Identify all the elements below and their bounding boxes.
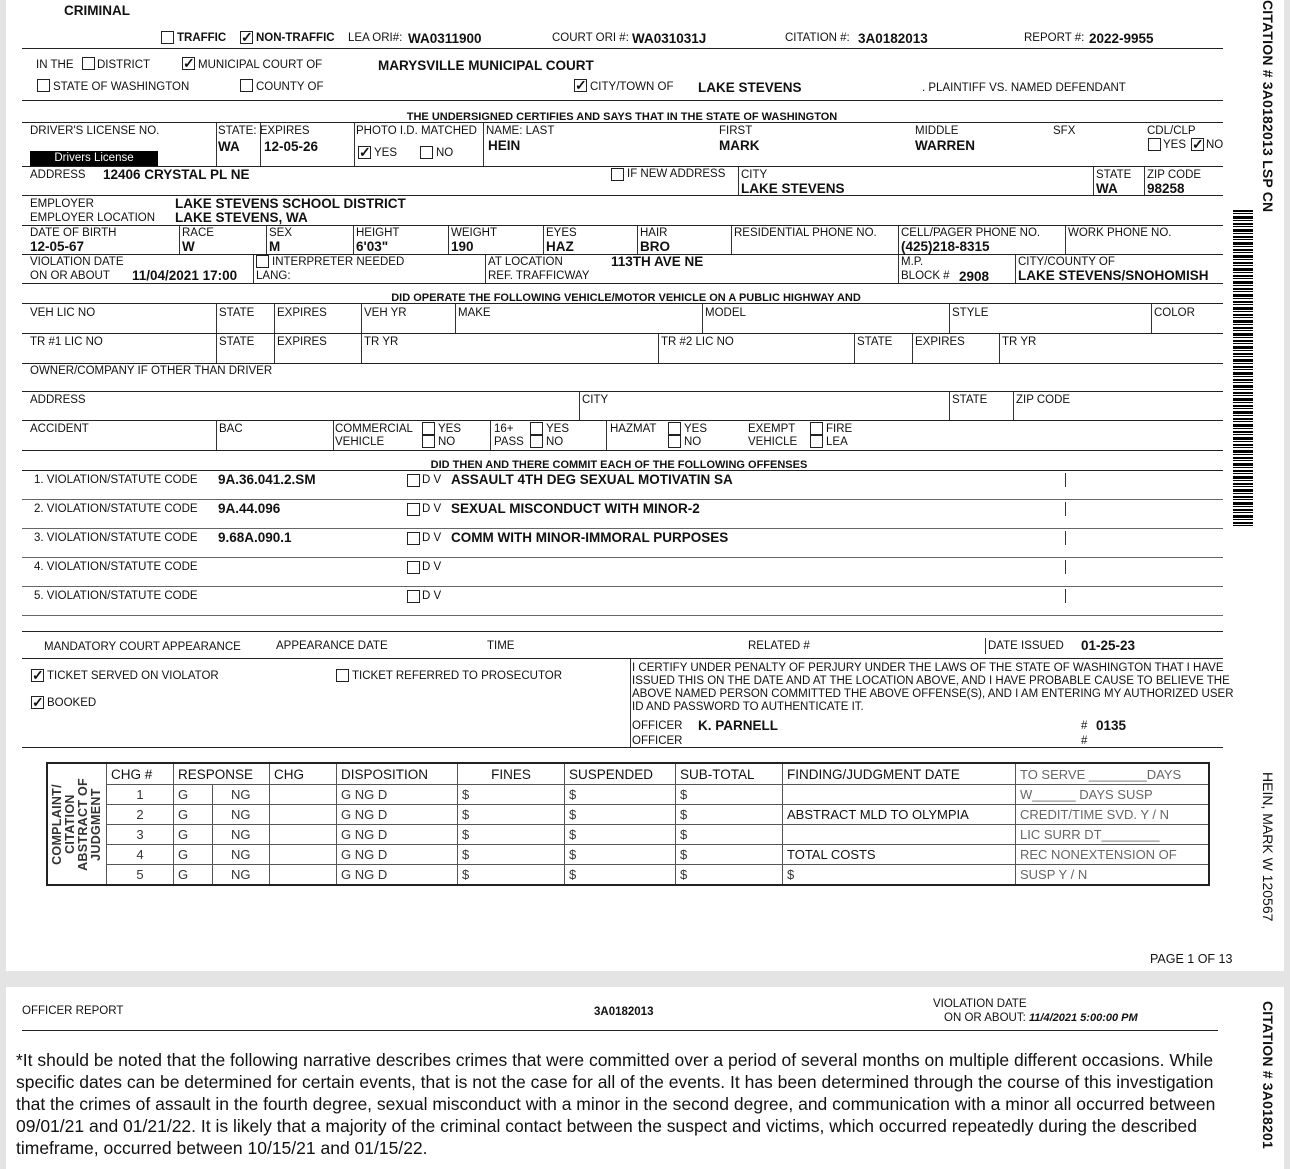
state-of-wa-label: STATE OF WASHINGTON xyxy=(53,81,190,93)
ticket-referred-label: TICKET REFERRED TO PROSECUTOR xyxy=(352,670,563,682)
last-name: HEIN xyxy=(488,138,521,153)
sfx-label: SFX xyxy=(1053,125,1076,137)
non-traffic-checkbox[interactable]: ✓ xyxy=(241,29,253,45)
dob-value: 12-05-67 xyxy=(30,239,85,254)
total-dollar: $ xyxy=(783,865,1016,886)
offenses-heading: DID THEN AND THERE COMMIT EACH OF THE FOLLOWING OFFENSES xyxy=(430,459,808,471)
cdl-yes-checkbox[interactable] xyxy=(1148,138,1161,151)
county-checkbox[interactable] xyxy=(240,79,253,92)
weight-value: 190 xyxy=(451,239,474,254)
col-response: RESPONSE xyxy=(174,763,270,785)
state-of-wa-checkbox[interactable] xyxy=(37,79,50,92)
certify-line-1: I CERTIFY UNDER PENALTY OF PERJURY UNDER THE LAWS OF THE STATE OF WASHINGTON THAT I HAVE xyxy=(632,662,1224,674)
offense-row-1 xyxy=(6,471,1223,500)
traffic-label: TRAFFIC xyxy=(177,32,227,44)
offense-description: SEXUAL MISCONDUCT WITH MINOR-2 xyxy=(451,501,700,516)
municipal-checkbox[interactable]: ✓ xyxy=(183,55,195,71)
state-label: STATE xyxy=(1096,169,1132,181)
report-violation-date-label: VIOLATION DATE xyxy=(933,998,1027,1010)
ref-trafficway-label: REF. TRAFFICWAY xyxy=(488,270,590,282)
last-name-label: NAME: LAST xyxy=(486,125,555,137)
charge-row-1: 1 G NG G NG D $ $ $ W______ DAYS SUSP xyxy=(47,785,1209,805)
cdl-label: CDL/CLP xyxy=(1147,125,1196,137)
charge-row-3: 3 G NG G NG D $ $ $ LIC SURR DT________ xyxy=(47,825,1209,845)
sex-value: M xyxy=(269,239,281,254)
badge-hash-label: # xyxy=(1081,720,1088,732)
cdl-no-checkbox[interactable]: ✓ xyxy=(1192,136,1204,152)
side-citation-number: CITATION # 3A0182013 LSP CN xyxy=(1260,0,1276,213)
block-label: BLOCK # xyxy=(901,270,950,282)
pass-label-2: PASS xyxy=(494,436,524,448)
veh-expires-label: EXPIRES xyxy=(277,307,327,319)
hazmat-no-checkbox[interactable] xyxy=(668,435,681,448)
height-value: 6'03" xyxy=(356,239,389,254)
col-chg: CHG xyxy=(270,763,337,785)
date-issued-value: 01-25-23 xyxy=(1081,638,1136,653)
abstract-side-label xyxy=(47,763,107,885)
barcode xyxy=(1233,210,1253,528)
lea-checkbox[interactable] xyxy=(810,435,823,448)
dv-checkbox[interactable] xyxy=(407,503,420,516)
offense-row-5 xyxy=(6,587,1223,616)
fire-checkbox[interactable] xyxy=(810,422,823,435)
side-defendant-name: HEIN, MARK W 120567 xyxy=(1260,772,1276,922)
location-label: AT LOCATION xyxy=(488,256,563,268)
dv-checkbox[interactable] xyxy=(407,532,420,545)
middle-name-label: MIDDLE xyxy=(915,125,959,137)
citation-page xyxy=(6,0,1284,971)
tr2-yr-label: TR YR xyxy=(1002,336,1037,348)
style-label: STYLE xyxy=(952,307,989,319)
commercial-label: COMMERCIAL xyxy=(335,423,413,435)
charge-row-4: 4 G NG G NG D $ $ $ TOTAL COSTS REC NONEXTENSION OF xyxy=(47,845,1209,865)
offense-row-3 xyxy=(6,529,1223,558)
tr2-state-label: STATE xyxy=(857,336,893,348)
officer-label-2: OFFICER xyxy=(632,735,683,747)
abstract-mld: ABSTRACT MLD TO OLYMPIA xyxy=(783,805,1016,825)
dv-checkbox[interactable] xyxy=(407,590,420,603)
city-label: CITY xyxy=(741,169,768,181)
tr1-state-label: STATE xyxy=(219,336,255,348)
new-address-checkbox[interactable] xyxy=(611,168,624,181)
city-town-label: CITY/TOWN OF xyxy=(590,81,674,93)
employer-label: EMPLOYER xyxy=(30,198,94,210)
city-value: LAKE STEVENS xyxy=(741,181,845,196)
commercial-yes-label: YES xyxy=(438,423,462,435)
hazmat-yes-checkbox[interactable] xyxy=(668,422,681,435)
traffic-checkbox[interactable] xyxy=(161,31,174,44)
zip-value: 98258 xyxy=(1147,181,1185,196)
side-judgment: JUDGMENT xyxy=(89,787,103,861)
city-town-value: LAKE STEVENS xyxy=(698,80,802,95)
vehicle-heading: DID OPERATE THE FOLLOWING VEHICLE/MOTOR VEHICLE ON A PUBLIC HIGHWAY AND xyxy=(391,292,861,304)
owner-address-label: ADDRESS xyxy=(30,394,86,406)
offense-row-2 xyxy=(6,500,1223,529)
dv-label: D V xyxy=(422,532,442,544)
report-on-or-about-label: ON OR ABOUT: xyxy=(944,1012,1026,1024)
dv-checkbox[interactable] xyxy=(407,561,420,574)
report-violation-date-value: 11/4/2021 5:00:00 PM xyxy=(1029,1012,1138,1024)
pass-no-checkbox[interactable] xyxy=(530,435,543,448)
hazmat-no-label: NO xyxy=(684,436,702,448)
tr1-expires-label: EXPIRES xyxy=(277,336,327,348)
pass-no-label: NO xyxy=(546,436,564,448)
officer-report-label: OFFICER REPORT xyxy=(22,1005,124,1017)
eyes-label: EYES xyxy=(546,227,577,239)
time-label: TIME xyxy=(487,640,515,652)
side-complaint: COMPLAINT/ xyxy=(50,783,64,865)
dob-label: DATE OF BIRTH xyxy=(30,227,117,239)
commercial-yes-checkbox[interactable] xyxy=(422,422,435,435)
col-fines: FINES xyxy=(458,763,565,785)
officer-label: OFFICER xyxy=(632,720,683,732)
employer-location-value: LAKE STEVENS, WA xyxy=(175,210,308,225)
plaintiff-label: . PLAINTIFF VS. NAMED DEFENDANT xyxy=(922,82,1126,94)
charge-row-2: 2 G NG G NG D $ $ $ ABSTRACT MLD TO OLYMPIA CREDIT/TIME SVD. Y / N xyxy=(47,805,1209,825)
court-ori-value: WA031031J xyxy=(632,31,707,46)
veh-lic-label: VEH LIC NO xyxy=(30,307,96,319)
statute-code: 9A.44.096 xyxy=(218,501,281,516)
certify-heading: THE UNDERSIGNED CERTIFIES AND SAYS THAT IN THE STATE OF WASHINGTON xyxy=(406,111,838,123)
statute-code: 9.68A.090.1 xyxy=(218,530,292,545)
col-chg-num: CHG # xyxy=(107,763,174,785)
booked-label: BOOKED xyxy=(47,697,97,709)
charge-row-5: 5 G NG G NG D $ $ $ $ SUSP Y / N xyxy=(47,865,1209,886)
non-traffic-label: NON-TRAFFIC xyxy=(256,32,335,44)
municipal-label: MUNICIPAL COURT OF xyxy=(198,59,323,71)
citation-value: 3A0182013 xyxy=(858,31,928,46)
dv-label: D V xyxy=(422,474,442,486)
first-name: MARK xyxy=(719,138,760,153)
location-value: 113TH AVE NE xyxy=(611,254,704,269)
offense-description: ASSAULT 4TH DEG SEXUAL MOTIVATIN SA xyxy=(451,472,733,487)
cdl-yes-label: YES xyxy=(1163,139,1187,151)
badge-number: 0135 xyxy=(1096,718,1127,733)
dv-checkbox[interactable] xyxy=(407,474,420,487)
report-citation-number: 3A0182013 xyxy=(594,1006,654,1018)
owner-city-label: CITY xyxy=(582,394,609,406)
certify-line-3: ABOVE NAMED PERSON COMMITTED THE ABOVE OFFENSE(S), AND I AM ENTERING MY AUTHORIZED USER xyxy=(632,688,1234,700)
exempt-vehicle-label: VEHICLE xyxy=(748,436,798,448)
mandatory-appearance-label: MANDATORY COURT APPEARANCE xyxy=(44,641,241,653)
photo-yes-checkbox[interactable]: ✓ xyxy=(359,144,371,160)
owner-label: OWNER/COMPANY IF OTHER THAN DRIVER xyxy=(30,365,273,377)
hazmat-label: HAZMAT xyxy=(610,423,657,435)
lea-ori-value: WA0311900 xyxy=(408,31,482,46)
tr2-label: TR #2 LIC NO xyxy=(661,336,734,348)
dl-label: DRIVER'S LICENSE NO. xyxy=(30,125,160,137)
susp-yn: SUSP Y / N xyxy=(1016,865,1210,886)
violation-date-value: 11/04/2021 17:00 xyxy=(132,268,238,283)
hazmat-yes-label: YES xyxy=(684,423,708,435)
side-citation: CITATION xyxy=(63,794,77,854)
fire-label: FIRE xyxy=(826,423,853,435)
address-value: 12406 CRYSTAL PL NE xyxy=(103,167,250,182)
cell-value: (425)218-8315 xyxy=(901,239,990,254)
form-title: CRIMINAL xyxy=(64,3,130,18)
block-value: 2908 xyxy=(959,269,990,284)
res-phone-label: RESIDENTIAL PHONE NO. xyxy=(734,227,877,239)
col-finding-date: FINDING/JUDGMENT DATE xyxy=(783,763,1016,785)
county-label: COUNTY OF xyxy=(256,81,324,93)
ticket-referred-checkbox[interactable] xyxy=(336,669,349,682)
dl-expires: 12-05-26 xyxy=(264,139,319,154)
state-expires-label: STATE: EXPIRES xyxy=(218,125,310,137)
lic-surr: LIC SURR DT________ xyxy=(1016,825,1210,845)
certify-line-4: ID AND PASSWORD TO AUTHENTICATE IT. xyxy=(632,701,864,713)
in-the-label: IN THE xyxy=(36,59,74,71)
related-label: RELATED # xyxy=(748,640,810,652)
cell-label: CELL/PAGER PHONE NO. xyxy=(901,227,1041,239)
zip-label: ZIP CODE xyxy=(1147,169,1202,181)
report-side-citation: CITATION # 3A018201 xyxy=(1260,1001,1276,1150)
district-label: DISTRICT xyxy=(97,59,151,71)
cdl-no-label: NO xyxy=(1206,139,1224,151)
hair-value: BRO xyxy=(640,239,670,254)
photo-yes-label: YES xyxy=(374,147,398,159)
offense-label: 1. VIOLATION/STATUTE CODE xyxy=(34,474,198,486)
dl-state: WA xyxy=(218,139,240,154)
appearance-date-label: APPEARANCE DATE xyxy=(276,640,388,652)
bac-label: BAC xyxy=(219,423,243,435)
photo-label: PHOTO I.D. MATCHED xyxy=(356,125,477,137)
certify-line-2: ISSUED THIS ON THE DATE AND AT THE LOCATION ABOVE, AND I HAVE PROBABLE CAUSE TO BELIEVE THE xyxy=(632,675,1230,687)
weight-label: WEIGHT xyxy=(451,227,497,239)
statute-code: 9A.36.041.2.SM xyxy=(218,472,316,487)
interpreter-checkbox[interactable] xyxy=(256,255,269,268)
district-checkbox[interactable] xyxy=(82,57,95,70)
accident-label: ACCIDENT xyxy=(30,423,89,435)
col-suspended: SUSPENDED xyxy=(565,763,676,785)
city-county-label: CITY/COUNTY OF xyxy=(1018,256,1115,268)
employer-value: LAKE STEVENS SCHOOL DISTRICT xyxy=(175,196,406,211)
state-value: WA xyxy=(1096,181,1118,196)
photo-no-checkbox[interactable] xyxy=(420,146,433,159)
offense-label: 3. VIOLATION/STATUTE CODE xyxy=(34,532,198,544)
offense-row-4 xyxy=(6,558,1223,587)
page-number: PAGE 1 OF 13 xyxy=(1150,952,1233,966)
dv-label: D V xyxy=(422,561,442,573)
court-name: MARYSVILLE MUNICIPAL COURT xyxy=(378,58,594,73)
owner-state-label: STATE xyxy=(952,394,988,406)
offense-label: 2. VIOLATION/STATUTE CODE xyxy=(34,503,198,515)
veh-yr-label: VEH YR xyxy=(364,307,407,319)
violation-date-label: VIOLATION DATE xyxy=(30,256,124,268)
height-label: HEIGHT xyxy=(356,227,400,239)
work-phone-label: WORK PHONE NO. xyxy=(1068,227,1172,239)
pass-yes-checkbox[interactable] xyxy=(530,422,543,435)
tr1-yr-label: TR YR xyxy=(364,336,399,348)
mp-label: M.P. xyxy=(901,256,924,268)
race-label: RACE xyxy=(182,227,214,239)
booked-checkbox[interactable]: ✓ xyxy=(32,694,44,710)
model-label: MODEL xyxy=(705,307,746,319)
offense-description: COMM WITH MINOR-IMMORAL PURPOSES xyxy=(451,530,729,545)
lea-ori-label: LEA ORI#: xyxy=(348,32,403,44)
middle-name: WARREN xyxy=(915,138,975,153)
tr1-label: TR #1 LIC NO xyxy=(30,336,103,348)
tr2-expires-label: EXPIRES xyxy=(915,336,965,348)
commercial-no-checkbox[interactable] xyxy=(422,435,435,448)
city-county-value: LAKE STEVENS/SNOHOMISH xyxy=(1018,268,1209,283)
new-address-label: IF NEW ADDRESS xyxy=(627,168,726,180)
pass-yes-label: YES xyxy=(546,423,570,435)
make-label: MAKE xyxy=(458,307,491,319)
commercial-vehicle-label: VEHICLE xyxy=(335,436,385,448)
dl-badge: Drivers License xyxy=(30,151,158,166)
commercial-no-label: NO xyxy=(438,436,456,448)
race-value: W xyxy=(182,239,195,254)
court-ori-label: COURT ORI #: xyxy=(552,32,629,44)
interpreter-label: INTERPRETER NEEDED xyxy=(272,256,405,268)
dv-label: D V xyxy=(422,590,442,602)
badge-hash-label-2: # xyxy=(1081,735,1088,747)
first-name-label: FIRST xyxy=(719,125,753,137)
photo-no-label: NO xyxy=(436,147,454,159)
col-disposition: DISPOSITION xyxy=(337,763,458,785)
address-label: ADDRESS xyxy=(30,169,86,181)
total-costs: TOTAL COSTS xyxy=(783,845,1016,865)
date-issued-label: DATE ISSUED xyxy=(988,640,1064,652)
sex-label: SEX xyxy=(269,227,293,239)
color-label: COLOR xyxy=(1154,307,1195,319)
exempt-label: EXEMPT xyxy=(748,423,796,435)
report-value: 2022-9955 xyxy=(1089,31,1154,46)
hair-label: HAIR xyxy=(640,227,668,239)
report-label: REPORT #: xyxy=(1024,32,1085,44)
on-or-about-label: ON OR ABOUT xyxy=(30,270,110,282)
offense-label: 4. VIOLATION/STATUTE CODE xyxy=(34,561,198,573)
city-town-checkbox[interactable]: ✓ xyxy=(575,77,587,93)
owner-zip-label: ZIP CODE xyxy=(1016,394,1071,406)
employer-location-label: EMPLOYER LOCATION xyxy=(30,212,156,224)
eyes-value: HAZ xyxy=(546,239,574,254)
abstract-table xyxy=(46,762,1210,886)
citation-label: CITATION #: xyxy=(785,32,850,44)
report-narrative: *It should be noted that the following narrative describes crimes that were committed over a period of several months on multiple different occasions. While specific dates can be determined for certain events, that is not the case for all of the events. It has been determined through the course of this investigation that the crimes of assault in the fourth degree, sexual misconduct with a minor in the second degree, and communication with a minor all occurred between 09/01/21 and 01/21/22. It is likely that a majority of the criminal contact between the suspect and victims, which occurred repeatedly during the described timeframe, occurred between 10/15/21 and 01/15/22. xyxy=(16,1050,1216,1158)
days-susp: W______ DAYS SUSP xyxy=(1016,785,1210,805)
officer-name: K. PARNELL xyxy=(698,718,778,733)
credit-time: CREDIT/TIME SVD. Y / N xyxy=(1016,805,1210,825)
dv-label: D V xyxy=(422,503,442,515)
rec-nonextension: REC NONEXTENSION OF xyxy=(1016,845,1210,865)
ticket-served-checkbox[interactable]: ✓ xyxy=(32,667,44,683)
offense-label: 5. VIOLATION/STATUTE CODE xyxy=(34,590,198,602)
veh-state-label: STATE xyxy=(219,307,255,319)
ticket-served-label: TICKET SERVED ON VIOLATOR xyxy=(47,670,219,682)
side-abstract: ABSTRACT OF xyxy=(76,777,90,871)
pass-label: 16+ xyxy=(494,423,514,435)
lea-label: LEA xyxy=(826,436,848,448)
col-subtotal: SUB-TOTAL xyxy=(676,763,783,785)
lang-label: LANG: xyxy=(256,270,291,282)
to-serve: TO SERVE ________DAYS xyxy=(1016,763,1210,785)
